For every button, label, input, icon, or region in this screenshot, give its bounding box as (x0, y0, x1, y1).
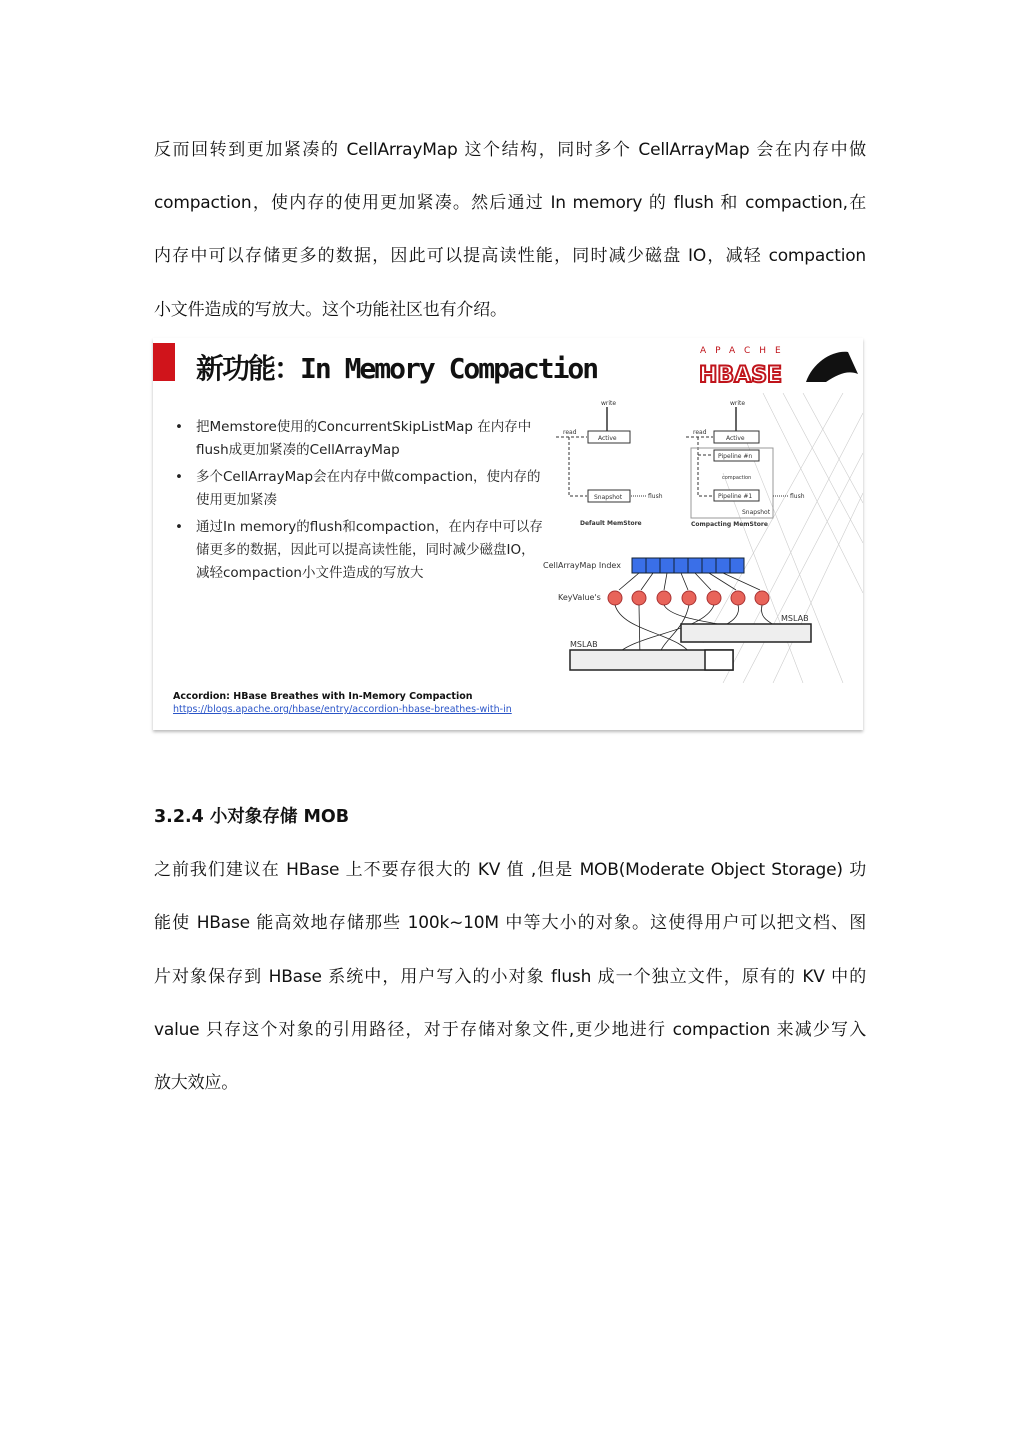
cellarraymap-index-label: CellArrayMap Index (543, 561, 621, 570)
index-cells (632, 558, 744, 573)
memstore-diagram (543, 393, 863, 683)
read-label: read (563, 429, 577, 436)
citation-link[interactable]: https://blogs.apache.org/hbase/entry/accordion-hbase-breathes-with-in (173, 704, 512, 715)
bullet-list (175, 416, 545, 589)
default-memstore-label: Default MemStore (580, 520, 642, 527)
citation-title: Accordion: HBase Breathes with In-Memory Compaction (173, 691, 473, 702)
compacting-memstore-label: Compacting MemStore (691, 521, 768, 528)
citation (173, 690, 512, 716)
paragraph-line: 反而回转到更加紧凑的 CellArrayMap 这个结构，同时多个 CellArrayMap 会在内存中做 (154, 140, 866, 160)
snapshot-label: Snapshot (742, 509, 771, 516)
slide-title: 新功能：In Memory Compaction (196, 352, 598, 385)
bullet-item: • 把Memstore使用的ConcurrentSkipListMap 在内存中flush成更加紧凑的CellArrayMap (175, 416, 545, 462)
section-heading: 3.2.4 小对象存储 MOB (154, 807, 350, 827)
logo-apache: APACHE (700, 346, 790, 356)
flush-label: flush (790, 493, 805, 500)
keyvalue-label: KeyValue's (558, 593, 601, 602)
write-label: write (601, 400, 617, 407)
mslab-label: MSLAB (570, 640, 598, 649)
paragraph-line: 内存中可以存储更多的数据，因此可以提高读性能，同时减少磁盘 IO，减轻 compaction (154, 246, 866, 266)
compaction-label: compaction (722, 475, 752, 481)
pipeline-n-box: Pipeline #n (718, 453, 753, 460)
mslab-block (681, 624, 811, 642)
write-label: write (730, 400, 746, 407)
hbase-logo (698, 344, 863, 396)
active-box: Active (598, 435, 617, 442)
paragraph-line: 片对象保存到 HBase 系统中，用户写入的小对象 flush 成一个独立文件，原有的 KV 中的 (154, 967, 866, 987)
bullet-item: • 通过In memory的flush和compaction，在内存中可以存储更多的数据，因此可以提高读性能，同时减少磁盘IO，减轻compaction小文件造成的写放大 (175, 516, 545, 585)
paragraph-line: compaction，使内存的使用更加紧凑。然后通过 In memory 的 flush 和 compaction,在 (154, 193, 866, 213)
paragraph-line: 放大效应。 (154, 1073, 238, 1093)
keyvalue-nodes (608, 591, 769, 605)
paragraph-line: 之前我们建议在 HBase 上不要存很大的 KV 值 ,但是 MOB(Moderate Object Storage) 功 (154, 860, 866, 880)
paragraph-line: 能使 HBase 能高效地存储那些 100k~10M 中等大小的对象。这使得用户可以把文档、图 (154, 913, 866, 933)
slide-image (153, 338, 863, 730)
mslab-label: MSLAB (781, 614, 809, 623)
title-accent-bar (153, 343, 175, 381)
flush-label: flush (648, 493, 663, 500)
snapshot-box: Snapshot (594, 494, 623, 501)
bullet-item: • 多个CellArrayMap会在内存中做compaction，使内存的使用更加紧凑 (175, 466, 545, 512)
read-label: read (693, 429, 707, 436)
logo-hbase: HBASE (699, 363, 783, 388)
pipeline-1-box: Pipeline #1 (718, 493, 753, 500)
orca-icon (806, 352, 858, 382)
paragraph-line: value 只存这个对象的引用路径，对于存储对象文件,更少地进行 compaction 来减少写入 (154, 1020, 866, 1040)
active-box: Active (726, 435, 745, 442)
paragraph-line: 小文件造成的写放大。这个功能社区也有介绍。 (154, 300, 507, 320)
